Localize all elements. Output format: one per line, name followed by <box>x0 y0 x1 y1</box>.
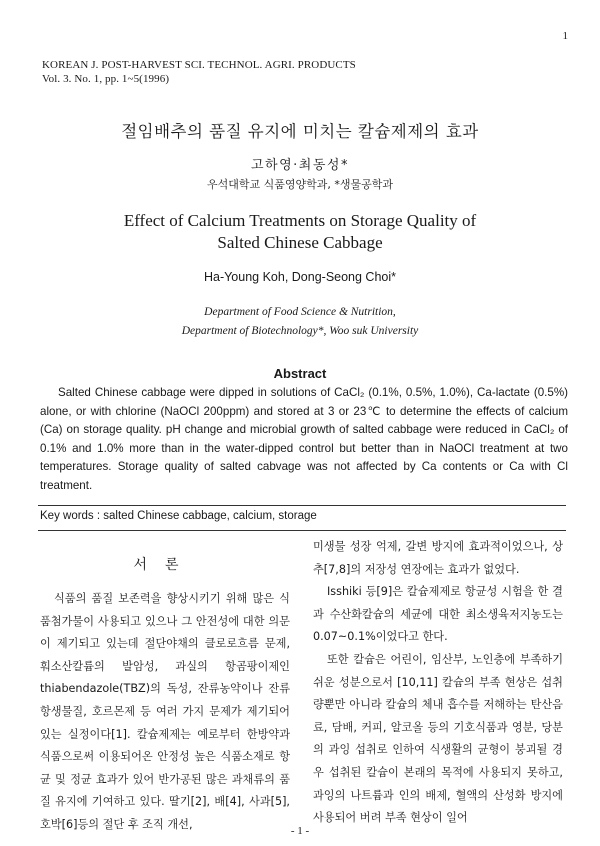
english-affiliation <box>0 303 600 341</box>
journal-name: KOREAN J. POST-HARVEST SCI. TECHNOL. AGRI. PRODUCTS <box>42 59 356 71</box>
korean-authors: 고하영·최동성* <box>251 158 349 173</box>
right-column <box>313 536 563 830</box>
english-title <box>0 210 600 254</box>
english-title-line1: Effect of Calcium Treatments on Storage Quality of <box>123 211 477 230</box>
keywords-top-rule <box>38 505 566 506</box>
abstract-text: Salted Chinese cabbage were dipped in solutions of CaCl₂ (0.1%, 0.5%, 1.0%), Ca-lactate (0.5%) alone, or with chlorine (NaOCl 200ppm) and stored at 3 or 23℃ to determine the effects of calcium (Ca) on storage quality. pH change and microbial growth of salted cabbage were reduced in CaCl₂ of 0.1% and 1.0% more than in the water-dipped control but better than in NaOCl treatment at two temperatures. Storage quality of salted cabvage was not affected by Ca contents or Ca with Cl treatment. <box>40 386 568 492</box>
left-column <box>40 588 290 837</box>
abstract-heading: Abstract <box>273 366 327 381</box>
english-title-line2: Salted Chinese Cabbage <box>217 233 383 252</box>
keywords-bottom-rule <box>38 530 566 531</box>
keywords: Key words : salted Chinese cabbage, calcium, storage <box>40 510 317 522</box>
abstract-body <box>40 384 568 496</box>
affiliation-line2: Department of Biotechnology*, Woo suk University <box>181 325 419 337</box>
right-paragraph-2: Isshiki 등[9]은 칼슘제제로 항균성 시험을 한 결과 수산화칼슘의 세균에 대한 최소생육저지농도는 0.07~0.1%이었다고 한다. <box>313 585 563 644</box>
page-number-bottom: - 1 - <box>290 825 310 837</box>
korean-title: 절임배추의 품질 유지에 미치는 칼슘제제의 효과 <box>121 122 479 141</box>
page-number-top: 1 <box>562 30 568 42</box>
right-paragraph-1: 미생물 성장 억제, 갈변 방지에 효과적이었으나, 상추[7,8]의 저장성 연장에는 효과가 없었다. <box>313 540 563 576</box>
left-paragraph-1: 식품의 품질 보존력을 향상시키기 위해 많은 식품첨가물이 사용되고 있으나 그 안전성에 대한 의문이 제기되고 있는데 절단야채의 클로로흐름 문제, 훠소산칼륨의 발암성, 과실의 항곰팡이제인 thiabendazole(TBZ)의 독성, 잔류농약이나 잔류 항생물질, 호르몬제 등 여러 가지 문제가 제기되어 있는 실정이다[1]. 칼슘제제는 예로부터 한방약과 식품으로써 이용되어온 안정성 높은 식품소재로 항균 및 정균 효과가 있어 반가공된 많은 과채류의 품질 유지에 기여하고 있다. 딸기[2], 배[4], 사과[5], 호박[6]등의 절단 후 조직 개선, <box>40 592 290 831</box>
affiliation-line1: Department of Food Science & Nutrition, <box>204 306 396 318</box>
journal-header <box>42 58 356 86</box>
journal-volume: Vol. 3. No. 1, pp. 1~5(1996) <box>42 73 170 85</box>
korean-affiliation: 우석대학교 식품영양학과, *생물공학과 <box>206 178 393 191</box>
right-paragraph-3: 또한 칼슘은 어린이, 임산부, 노인층에 부족하기 쉬운 성분으로서 [10,11] 칼슘의 부족 현상은 섭취량뿐만 아니라 칼슘의 체내 흡수를 저해하는 탄산음료, 담배, 커피, 알코올 등의 기호식품과 영분, 당분의 과잉 섭취로 인하여 식생활의 균형이 붕괴될 경우 섭취된 칼슘이 본래의 목적에 사용되지 못하고, 과잉의 나트륨과 인의 배제, 혈액의 산성화 방지에 사용되어 버려 부족 현상이 일어 <box>313 652 563 825</box>
english-authors: Ha-Young Koh, Dong-Seong Choi* <box>203 270 397 284</box>
section-heading-introduction: 서론 <box>133 557 197 573</box>
